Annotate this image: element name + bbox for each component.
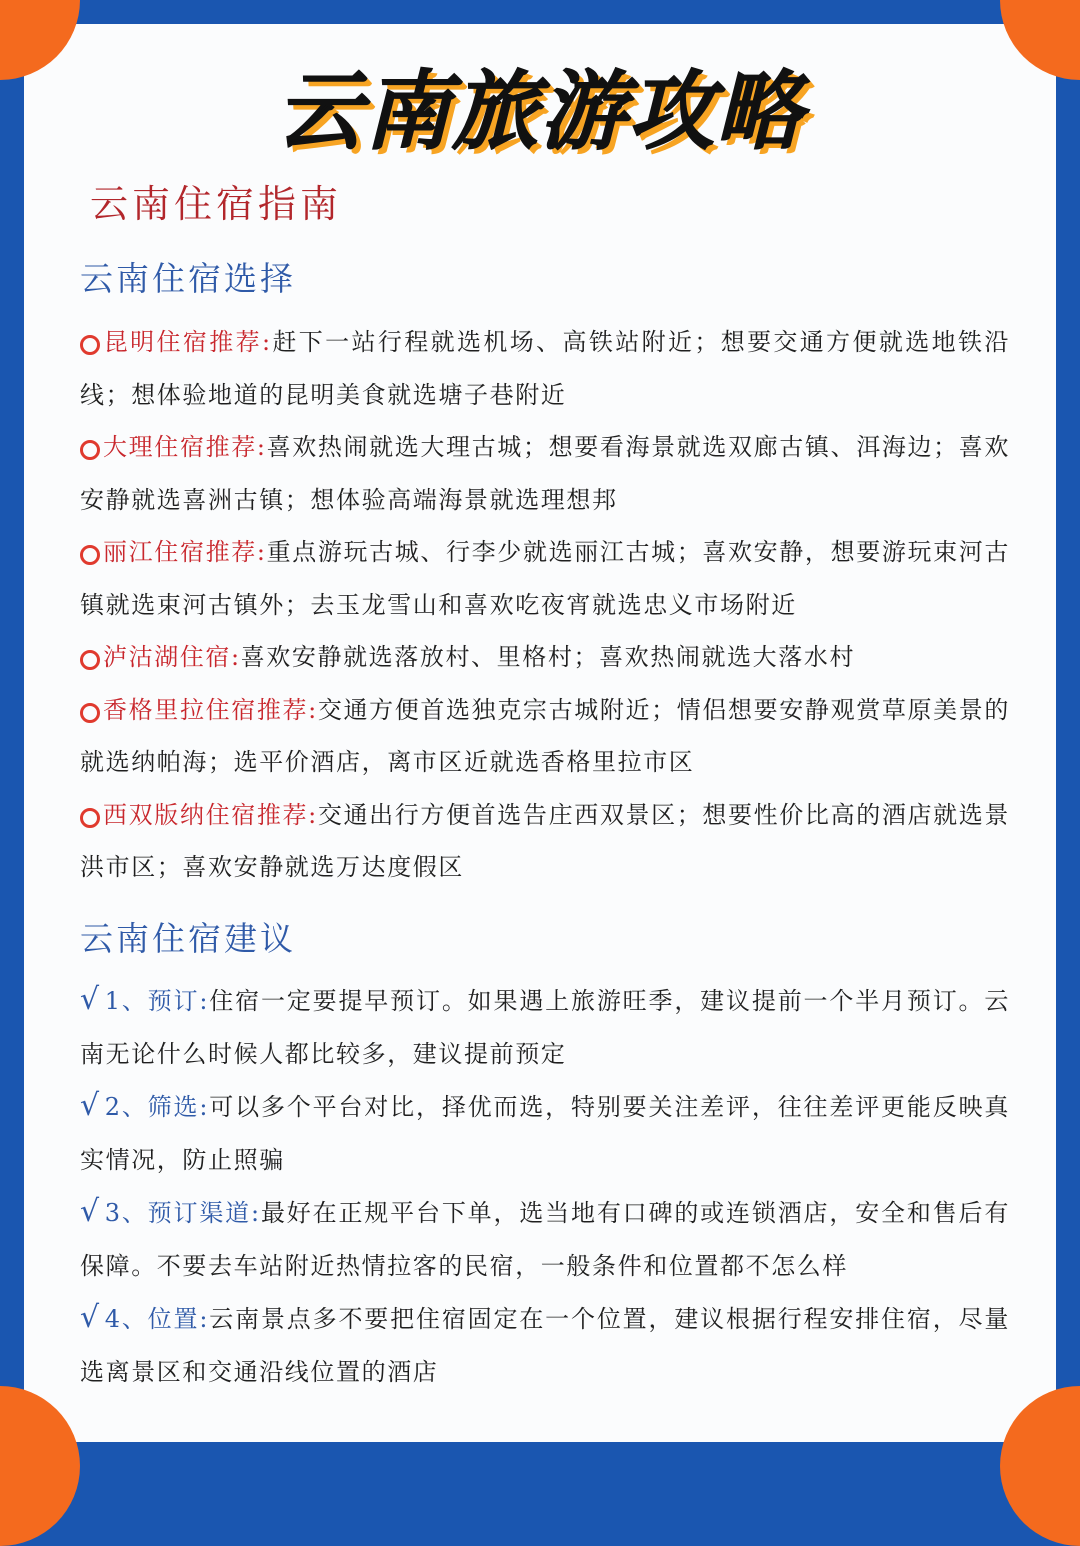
list-item bbox=[80, 1080, 1010, 1186]
list-item bbox=[80, 1186, 1010, 1292]
circle-bullet-icon bbox=[80, 440, 100, 460]
item-text: 最好在正规平台下单，选当地有口碑的或连锁酒店，安全和售后有保障。不要去车站附近热情拉客的民宿，一般条件和位置都不怎么样 bbox=[80, 1199, 1010, 1280]
list-item bbox=[80, 316, 1010, 421]
lodging-advice-list bbox=[80, 974, 1010, 1398]
item-separator: : bbox=[256, 538, 267, 566]
item-label: 预订 bbox=[147, 987, 200, 1015]
list-item bbox=[80, 974, 1010, 1080]
item-separator: : bbox=[308, 695, 318, 724]
item-separator: : bbox=[199, 1093, 210, 1121]
check-mark-icon: √ bbox=[80, 1194, 101, 1229]
item-text: 喜欢热闹就选大理古城；想要看海景就选双廊古镇、洱海边；喜欢安静就选喜洲古镇；想体验高端海景就选理想邦 bbox=[80, 433, 1010, 514]
item-separator: : bbox=[199, 987, 210, 1015]
item-separator: : bbox=[251, 1199, 261, 1227]
list-item bbox=[80, 684, 1010, 789]
item-text: 交通出行方便首选告庄西双景区；想要性价比高的酒店就选景洪市区；喜欢安静就选万达度假区 bbox=[80, 800, 1010, 881]
item-label: 预订渠道 bbox=[147, 1199, 252, 1227]
circle-bullet-icon bbox=[80, 808, 100, 828]
circle-bullet-icon bbox=[80, 545, 100, 565]
item-text: 云南景点多不要把住宿固定在一个位置，建议根据行程安排住宿，尽量选离景区和交通沿线位置的酒店 bbox=[80, 1305, 1010, 1386]
item-text: 赶下一站行程就选机场、高铁站附近；想要交通方便就选地铁沿线；想体验地道的昆明美食就选塘子巷附近 bbox=[80, 328, 1010, 409]
list-item bbox=[80, 1292, 1010, 1398]
item-label: 大理住宿推荐 bbox=[103, 433, 257, 461]
circle-bullet-icon bbox=[80, 703, 100, 723]
item-text: 喜欢安静就选落放村、里格村；喜欢热闹就选大落水村 bbox=[240, 643, 856, 671]
item-label: 筛选 bbox=[147, 1093, 200, 1121]
list-item bbox=[80, 526, 1010, 631]
lodging-choice-list bbox=[80, 316, 1010, 894]
circle-bullet-icon bbox=[80, 335, 100, 355]
circle-bullet-icon bbox=[80, 650, 100, 670]
item-separator: : bbox=[308, 800, 318, 829]
item-label: 丽江住宿推荐 bbox=[103, 538, 257, 566]
item-text: 可以多个平台对比，择优而选，特别要关注差评，往往差评更能反映真实情况，防止照骗 bbox=[80, 1093, 1010, 1174]
lodging-choice-heading: 云南住宿选择 bbox=[80, 259, 296, 298]
page-title: 云南旅游攻略 bbox=[276, 62, 804, 162]
item-label: 位置 bbox=[147, 1305, 200, 1333]
section-title: 云南住宿指南 bbox=[90, 182, 343, 226]
item-text: 重点游玩古城、行李少就选丽江古城；喜欢安静，想要游玩束河古镇就选束河古镇外；去玉龙雪山和喜欢吃夜宵就选忠义市场附近 bbox=[80, 538, 1010, 619]
item-separator: : bbox=[256, 433, 267, 461]
item-separator: : bbox=[261, 328, 272, 356]
list-item bbox=[80, 789, 1010, 894]
item-label: 西双版纳住宿推荐 bbox=[103, 800, 309, 829]
item-number: 2、 bbox=[104, 1093, 148, 1121]
item-number: 1、 bbox=[104, 987, 148, 1015]
item-separator: : bbox=[199, 1305, 210, 1333]
content-card bbox=[24, 24, 1056, 1442]
item-label: 香格里拉住宿推荐 bbox=[103, 695, 309, 724]
item-number: 4、 bbox=[104, 1305, 148, 1333]
check-mark-icon: √ bbox=[80, 1300, 101, 1335]
item-label: 昆明住宿推荐 bbox=[103, 328, 262, 356]
lodging-advice-heading: 云南住宿建议 bbox=[80, 919, 296, 958]
check-mark-icon: √ bbox=[80, 982, 101, 1017]
item-separator: : bbox=[231, 643, 241, 671]
item-text: 交通方便首选独克宗古城附近；情侣想要安静观赏草原美景的就选纳帕海；选平价酒店，离市区近就选香格里拉市区 bbox=[80, 695, 1010, 776]
check-mark-icon: √ bbox=[80, 1088, 101, 1123]
item-label: 泸沽湖住宿 bbox=[103, 643, 231, 671]
item-number: 3、 bbox=[104, 1199, 148, 1227]
item-text: 住宿一定要提早预订。如果遇上旅游旺季，建议提前一个半月预订。云南无论什么时候人都比较多，建议提前预定 bbox=[80, 987, 1010, 1068]
list-item bbox=[80, 421, 1010, 526]
list-item bbox=[80, 631, 1010, 684]
